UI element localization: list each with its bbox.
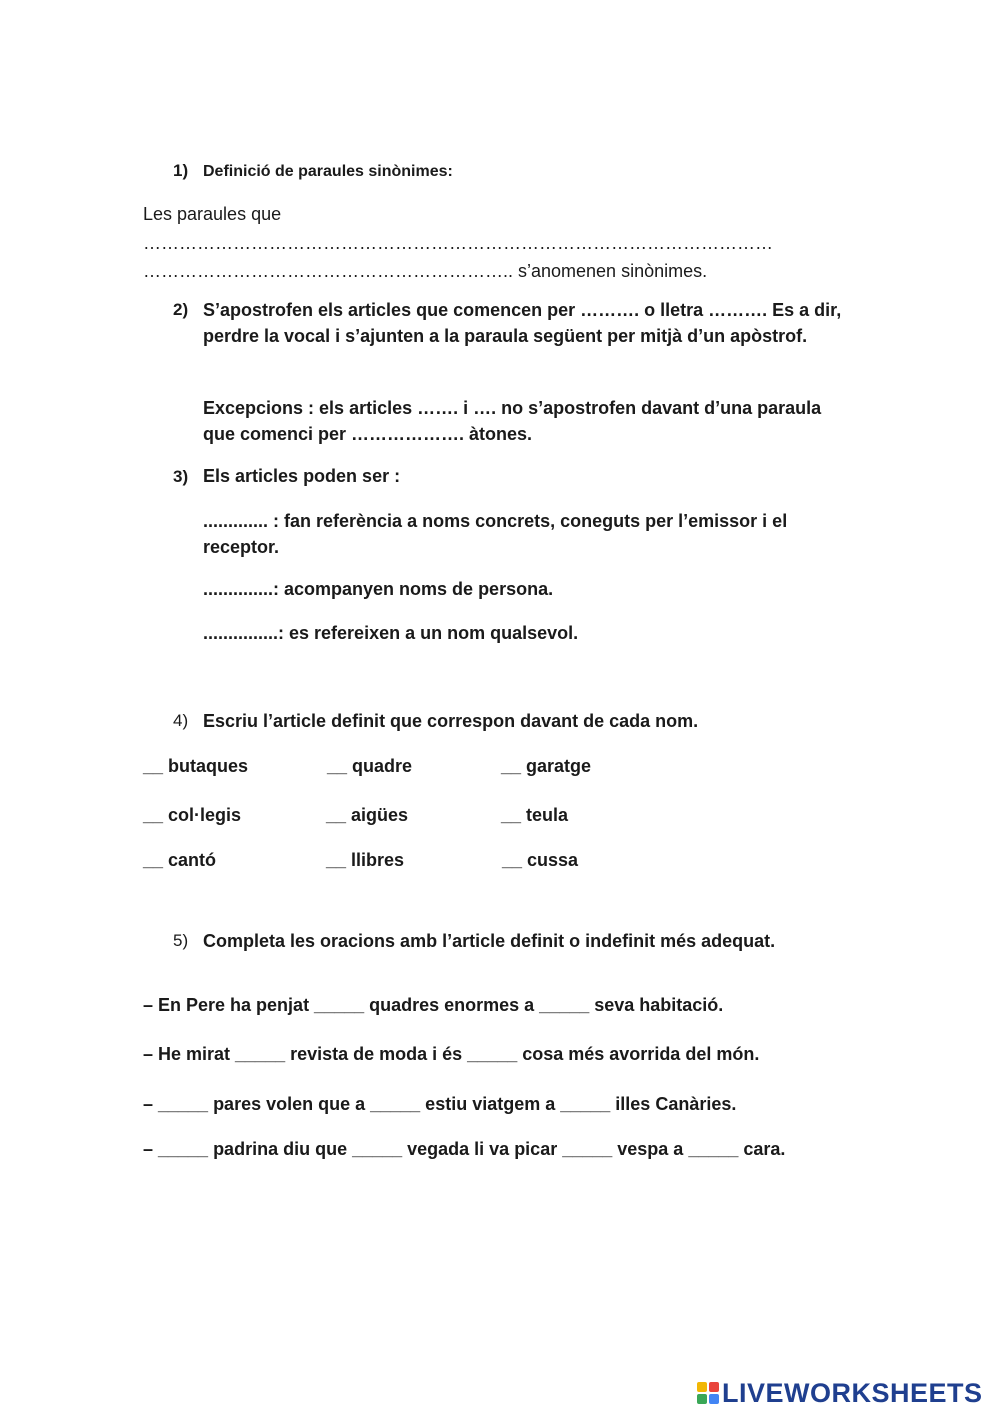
q4-word[interactable]: __ aigües <box>326 805 409 825</box>
q4-word[interactable]: __ teula <box>501 805 569 825</box>
q4-number: 4) <box>173 711 189 730</box>
q1-dots-line-1[interactable]: …………………………………………………………………………………………… <box>143 233 773 253</box>
q4-word[interactable]: __ quadre <box>327 756 413 776</box>
q4-word[interactable]: __ butaques <box>143 756 249 776</box>
q3-item-3: ...............: es refereixen a un nom qualsevol. <box>203 623 579 643</box>
q4-word[interactable]: __ cussa <box>502 850 579 870</box>
q4-word[interactable]: __ cantó <box>143 850 217 870</box>
q2-number: 2) <box>173 300 189 319</box>
q4-title: Escriu l’article definit que correspon davant de cada nom. <box>203 711 699 731</box>
liveworksheets-logo-icon <box>697 1382 719 1404</box>
q5-sentence-4[interactable]: – _____ padrina diu que _____ vegada li va picar _____ vespa a _____ cara. <box>143 1139 786 1159</box>
q1-fill-lines <box>143 229 863 285</box>
q3-title: Els articles poden ser : <box>203 466 401 486</box>
logo-square <box>709 1382 719 1392</box>
q5-sentence-2[interactable]: – He mirat _____ revista de moda i és _____ cosa més avorrida del món. <box>143 1044 760 1064</box>
q5-number: 5) <box>173 931 189 950</box>
q5-sentence-3[interactable]: – _____ pares volen que a _____ estiu viatgem a _____ illes Canàries. <box>143 1094 737 1114</box>
q3-item-1: ............. : fan referència a noms concrets, coneguts per l’emissor i el receptor. <box>203 511 788 557</box>
q2-text: S’apostrofen els articles que comencen per ………. o lletra ………. Es a dir, perdre la vocal i s’ajunten a la paraula següent per mitjà d’un apòstrof. <box>203 300 842 346</box>
q1-title: Definició de paraules sinònimes: <box>203 163 453 180</box>
logo-square <box>709 1394 719 1404</box>
q1-number: 1) <box>173 161 189 180</box>
q4-word[interactable]: __ col·legis <box>143 805 242 825</box>
q5-title: Completa les oracions amb l’article definit o indefinit més adequat. <box>203 931 776 951</box>
q1-dots-line-2[interactable]: …………………………………………………….. s’anomenen sinònimes. <box>143 261 708 281</box>
q4-word[interactable]: __ garatge <box>501 756 592 776</box>
logo-square <box>697 1382 707 1392</box>
liveworksheets-logo <box>697 1378 983 1408</box>
brand-name: LIVEWORKSHEETS <box>722 1377 983 1408</box>
q3-number: 3) <box>173 467 189 486</box>
q5-sentence-1[interactable]: – En Pere ha penjat _____ quadres enormes a _____ seva habitació. <box>143 995 724 1015</box>
q2-exceptions: Excepcions : els articles ……. i …. no s’apostrofen davant d’una paraula que comenci per ………………. àtones. <box>203 398 822 444</box>
q4-word[interactable]: __ llibres <box>326 850 405 870</box>
logo-square <box>697 1394 707 1404</box>
q1-intro: Les paraules que <box>143 204 282 224</box>
q3-item-2: ..............: acompanyen noms de persona. <box>203 579 554 599</box>
